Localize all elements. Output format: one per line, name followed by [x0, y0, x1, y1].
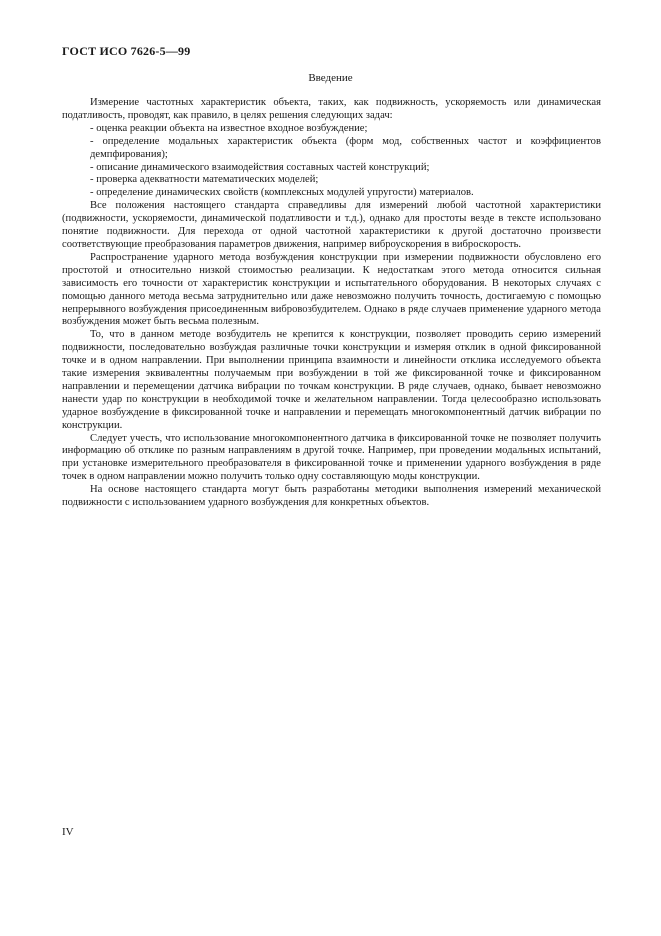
- paragraph-intro: Измерение частотных характеристик объекта, таких, как подвижность, ускоряемость или динамическая податливость, проводят, как правило, в целях решения следующих задач:: [62, 97, 601, 121]
- paragraph-scope: Все положения настоящего стандарта справедливы для измерений любой частотной характеристики (подвижности, ускоряемости, динамической податливости и т.д.), однако для простоты везде в тексте использовано понятие подвижности. Для перехода от одной частотной характеристики к другой достаточно произвести соответствующие преобразования параметров движения, например виброускорения в виброскорость.: [62, 200, 601, 250]
- list-item: - описание динамического взаимодействия составных частей конструкций;: [62, 162, 601, 175]
- paragraph-impact-method: Распространение ударного метода возбуждения конструкции при измерении подвижности обусловлено его простотой и относительно низкой стоимостью реализации. К недостаткам этого метода относится сильная зависимость его точности от характеристик конструкции и испытательного оборудования. В некоторых случаях с помощью данного метода весьма затруднительно или даже невозможно получить точность, достигаемую с помощью непрерывного возбуждения присоединенным вибровозбудителем. Однако в ряде случаев применение ударного метода возбуждения может быть весьма полезным.: [62, 251, 601, 328]
- task-list: [62, 123, 601, 200]
- list-item: - оценка реакции объекта на известное входное возбуждение;: [62, 123, 601, 136]
- list-item: - определение динамических свойств (комплексных модулей упругости) материалов.: [62, 187, 601, 200]
- paragraph-reciprocity: То, что в данном методе возбудитель не крепится к конструкции, позволяет проводить серию измерений подвижности, последовательно возбуждая различные точки конструкции и измеряя отклик в одной фиксированной точке и в одном направлении. При выполнении принципа взаимности и линейности отклика исследуемого объекта такие измерения эквивалентны получаемым при возбуждении в той же фиксированной точке и фиксированном направлении и перемещении датчика вибрации по точкам конструкции. В ряде случаев, однако, бывает невозможно нанести удар по конструкции в необходимой точке и желательном направлении. Тогда целесообразно использовать ударное возбуждение в фиксированной точке и направлении и перемещать многокомпонентный датчик вибрации по конструкции.: [62, 329, 601, 431]
- list-item: - проверка адекватности математических моделей;: [62, 174, 601, 187]
- paragraph-conclusion: На основе настоящего стандарта могут быть разработаны методики выполнения измерений механической подвижности с использованием ударного возбуждения для конкретных объектов.: [62, 484, 601, 509]
- section-title: Введение: [308, 72, 353, 84]
- page-number: IV: [62, 826, 74, 838]
- paragraph-multicomponent: Следует учесть, что использование многокомпонентного датчика в фиксированной точке не позволяет получить информацию об отклике по разным направлениям в другой точке. Например, при проведении модальных испытаний, при установке измерительного преобразователя в фиксированной точке и применении ударного возбуждения в ряде точек в одном направлении можно получить только одну составляющую моды конструкции.: [62, 432, 601, 483]
- document-body: [62, 97, 601, 510]
- list-item: - определение модальных характеристик объекта (форм мод, собственных частот и коэффициентов демпфирования);: [62, 136, 601, 162]
- standard-header: ГОСТ ИСО 7626-5—99: [62, 44, 191, 58]
